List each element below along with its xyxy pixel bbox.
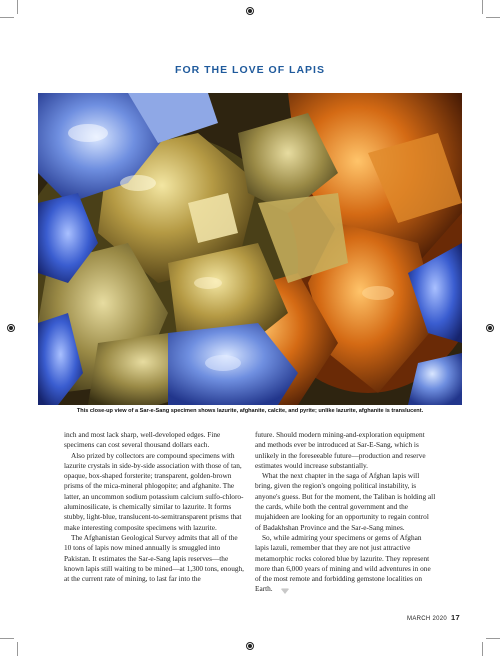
crop-mark bbox=[17, 642, 18, 656]
paragraph: What the next chapter in the saga of Afghan lapis will bring, given the region's ongoing political instability, is anyone's guess. But for the moment, the Taliban is holding all the cards, while both the central government and the mujahideen are looking for an opportunity to regain control of Badakhshan Province and the Sar-e-Sang mines. bbox=[255, 471, 436, 532]
section-header: FOR THE LOVE OF LAPIS bbox=[175, 64, 325, 76]
paragraph: inch and most lack sharp, well-developed edges. Fine specimens can cost several thousand dollars each. bbox=[64, 430, 221, 450]
paragraph: Also prized by collectors are compound specimens with lazurite crystals in side-by-side association with those of tan, opaque, box-shaped forsterite; transparent, golden-brown prisms of the mica-mineral phlogopite; and afghanite. The latter, an uncommon sodium potassium calcium sulfo-chloro-aluminosilicate, is chemically similar to lazurite. It forms stubby, light-blue, translucent-to-semitransparent prisms that make interesting composite specimens with lazurite. bbox=[64, 450, 244, 532]
registration-mark-left bbox=[6, 323, 16, 333]
crop-mark bbox=[0, 17, 14, 18]
page-number: 17 bbox=[451, 613, 460, 622]
registration-mark-right bbox=[485, 323, 495, 333]
registration-mark-top bbox=[245, 6, 255, 16]
paragraph: The Afghanistan Geological Survey admits that all of the 10 tons of lapis now mined annually is smuggled into Pakistan. It estimates the Sar-e-Sang lapis reserves—the known lapis still waiting to be mined—at 1,300 tons, enough, at the current rate of mining, to last far into the bbox=[64, 532, 244, 584]
article-column-1 bbox=[64, 430, 245, 584]
issue-date: MARCH 2020 bbox=[407, 616, 448, 622]
paragraph-last bbox=[255, 533, 436, 595]
page-footer bbox=[407, 613, 460, 622]
gem-end-icon bbox=[274, 587, 282, 593]
crop-mark bbox=[486, 638, 500, 639]
crop-mark bbox=[0, 638, 14, 639]
paragraph-text: So, while admiring your specimens or gems of Afghan lapis lazuli, remember that they are not just attractive metamorphic rocks colored blue by lazurite. They represent more than 6,000 years of mining and wild adventures in one of the most remote and forbidding gemstone localities on Earth. bbox=[255, 532, 431, 594]
paragraph: future. Should modern mining-and-exploration equipment and methods ever be introduced at Sar-E-Sang, which is unlikely in the foreseeable future—production and reserve estimates would increase substantially. bbox=[255, 430, 426, 470]
article-column-2 bbox=[255, 430, 436, 595]
crop-mark bbox=[482, 642, 483, 656]
mineral-photo bbox=[38, 93, 462, 405]
registration-mark-bottom bbox=[245, 641, 255, 651]
crop-mark bbox=[486, 17, 500, 18]
crop-mark bbox=[17, 0, 18, 14]
crop-mark bbox=[482, 0, 483, 14]
photo-caption: This close-up view of a Sar-e-Sang specimen shows lazurite, afghanite, calcite, and pyrite; unlike lazurite, afghanite is translucent. bbox=[76, 408, 424, 414]
